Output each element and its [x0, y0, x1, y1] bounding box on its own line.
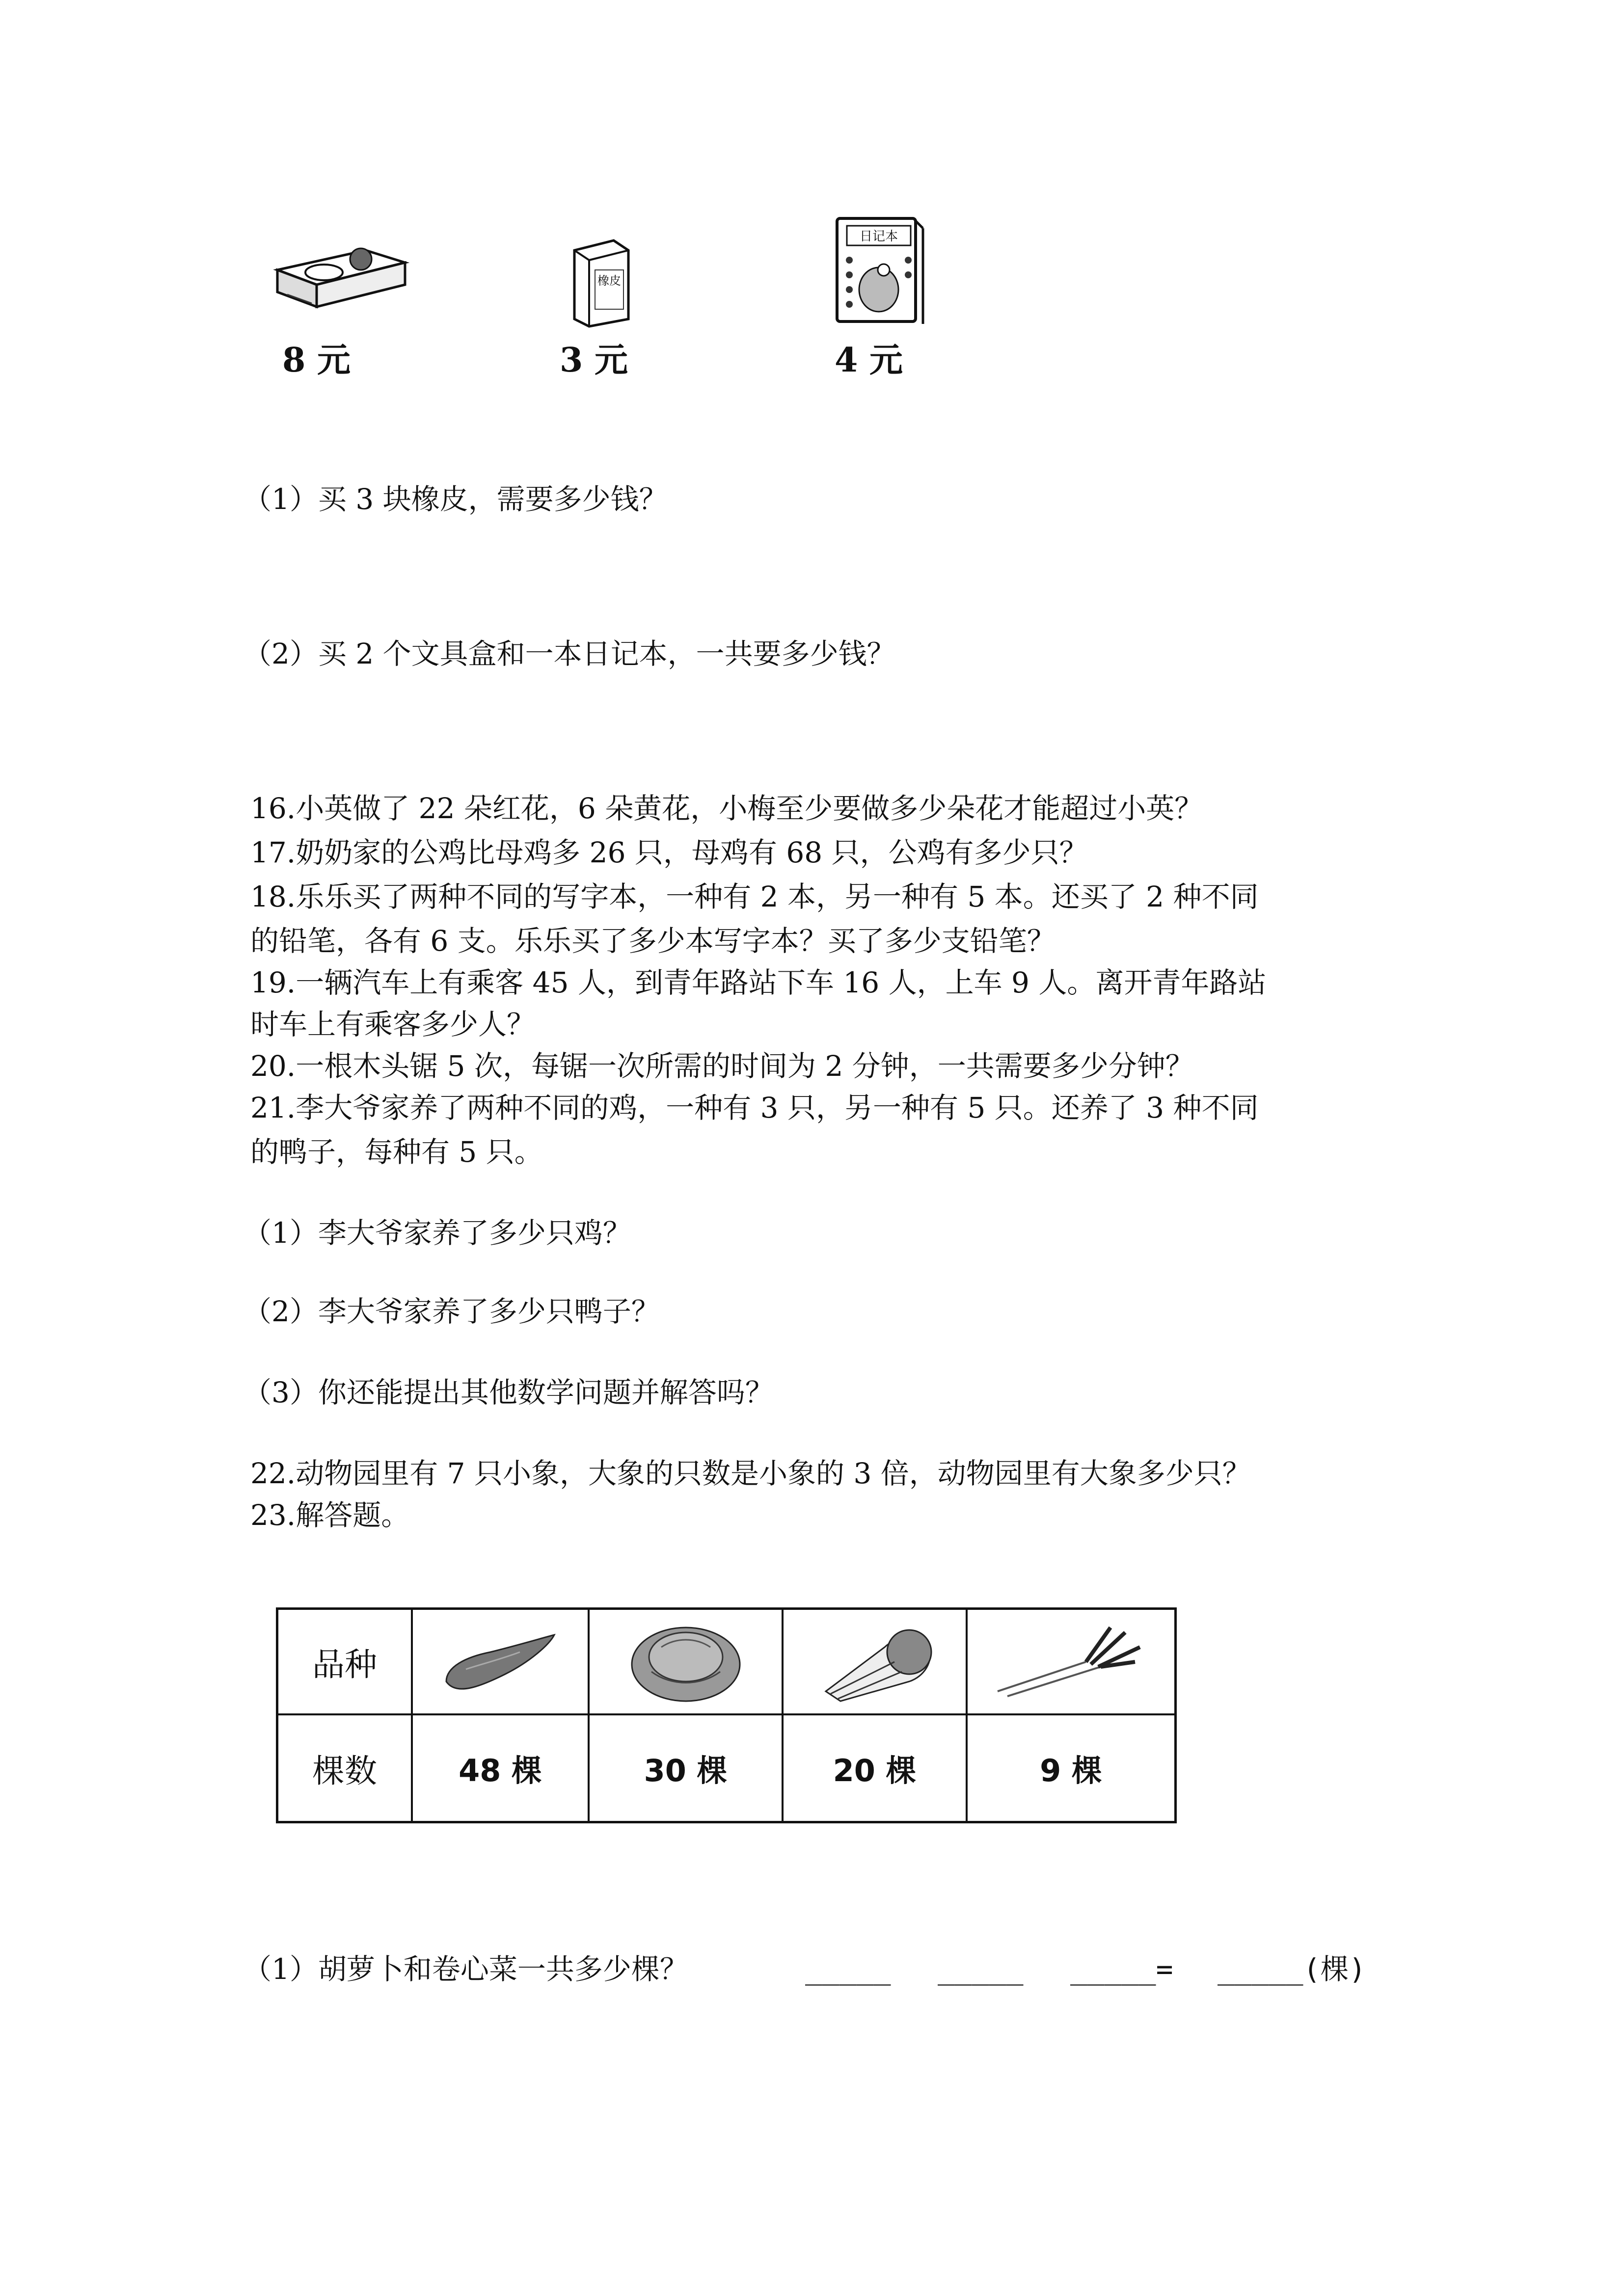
question-19-line1: 19.一辆汽车上有乘客 45 人，到青年路站下车 16 人，上车 9 人。离开青年路站: [250, 966, 1267, 999]
q21-sub3: （3）你还能提出其他数学问题并解答吗？: [243, 1376, 774, 1409]
table-row-count: [278, 1715, 1174, 1821]
chinese-cabbage-count: 20 棵: [782, 1715, 966, 1821]
eraser-price: 3 元: [560, 341, 628, 380]
answer-blank-3[interactable]: _____=: [1070, 1952, 1173, 1986]
question-20: 20.一根木头锯 5 次，每锯一次所需的时间为 2 分钟，一共需要多少分钟？: [250, 1049, 1194, 1083]
q21-sub2: （2）李大爷家养了多少只鸭子？: [243, 1295, 660, 1328]
question-22: 22.动物园里有 7 只小象，大象的只数是小象的 3 倍，动物园里有大象多少只？: [250, 1457, 1251, 1490]
cabbage-cell: [588, 1610, 782, 1713]
question-16: 16.小英做了 22 朵红花，6 朵黄花，小梅至少要做多少朵花才能超过小英？: [250, 792, 1203, 825]
diary-item: [830, 211, 928, 329]
vegetable-table: [276, 1607, 1177, 1823]
diary-text: 日记本: [859, 229, 898, 244]
eraser-item: [565, 231, 638, 329]
question-19-line2: 时车上有乘客多少人？: [250, 1008, 536, 1041]
answer-blank-2[interactable]: _____: [938, 1952, 1024, 1986]
pencil-box-item: [268, 236, 415, 319]
answer-blank-4[interactable]: _____(棵): [1218, 1952, 1366, 1986]
q23-sub1: （1）胡萝卜和卷心菜一共多少棵？: [243, 1952, 688, 1986]
question-23: 23.解答题。: [250, 1498, 410, 1532]
scallion-cell: [966, 1610, 1174, 1713]
table-row-variety: [278, 1610, 1174, 1715]
q21-sub1: （1）李大爷家养了多少只鸡？: [243, 1216, 631, 1250]
diary-price: 4 元: [835, 341, 903, 380]
question-18-line1: 18.乐乐买了两种不同的写字本，一种有 2 本，另一种有 5 本。还买了 2 种不同: [250, 880, 1259, 913]
pencil-box-icon: [268, 236, 415, 319]
q15-sub2: （2）买 2 个文具盒和一本日记本，一共要多少钱？: [243, 637, 895, 670]
variety-header: 品种: [312, 1646, 377, 1683]
answer-blank-1[interactable]: _____: [805, 1952, 891, 1986]
carrot-cell: [411, 1610, 588, 1713]
chinese-cabbage-cell: [782, 1610, 966, 1713]
cabbage-icon: [622, 1618, 750, 1706]
scallion-count: 9 棵: [966, 1715, 1174, 1821]
question-21-line2: 的鸭子，每种有 5 只。: [250, 1135, 543, 1169]
chinese-cabbage-icon: [811, 1618, 939, 1706]
eraser-text: 橡皮: [597, 274, 621, 288]
question-18-line2: 的铅笔，各有 6 支。乐乐买了多少本写字本？买了多少支铅笔？: [250, 924, 1056, 958]
carrot-count: 48 棵: [411, 1715, 588, 1821]
diary-icon: [830, 211, 928, 329]
eraser-icon: [565, 231, 638, 329]
question-21-line1: 21.李大爷家养了两种不同的鸡，一种有 3 只，另一种有 5 只。还养了 3 种不同: [250, 1091, 1259, 1124]
scallion-icon: [988, 1618, 1155, 1706]
q15-sub1: （1）买 3 块橡皮，需要多少钱？: [243, 482, 668, 516]
pencil-box-price: 8 元: [282, 341, 351, 380]
question-17: 17.奶奶家的公鸡比母鸡多 26 只，母鸡有 68 只，公鸡有多少只？: [250, 836, 1088, 869]
count-header: 棵数: [312, 1752, 377, 1790]
cabbage-count: 30 棵: [588, 1715, 782, 1821]
carrot-icon: [436, 1623, 564, 1701]
